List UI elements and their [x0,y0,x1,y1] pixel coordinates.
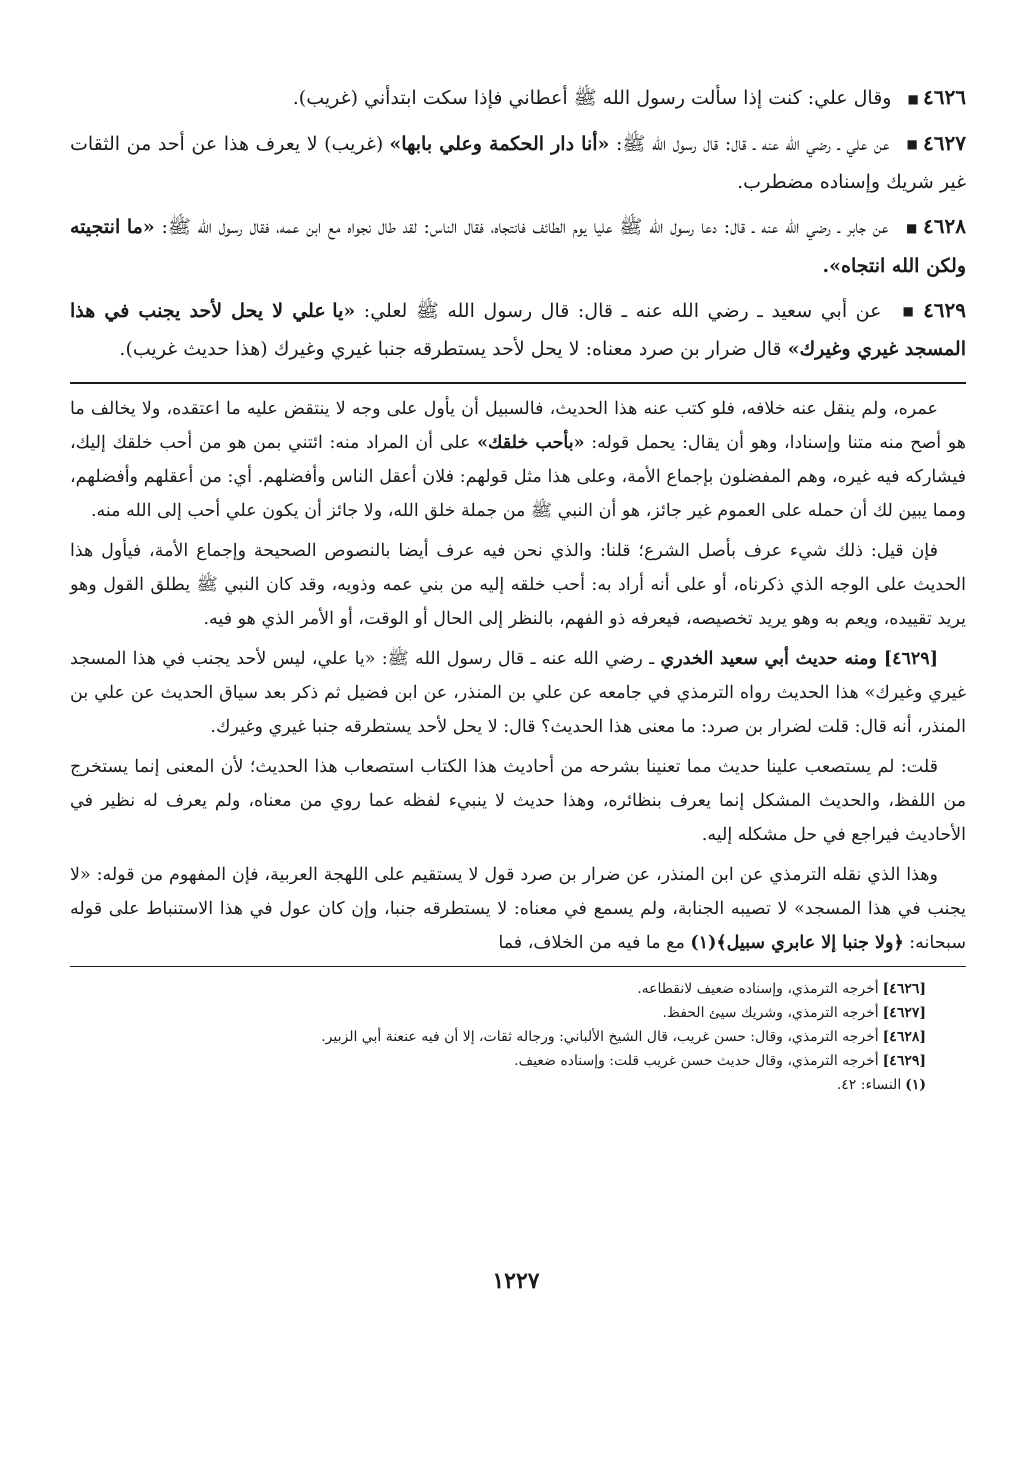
commentary-paragraph [70,858,966,960]
commentary-paragraph [70,642,966,744]
hadith-4628 [70,207,966,285]
hadith-4627 [70,124,966,202]
footnote-text: أخرجه الترمذي، وقال حديث حسن غريب قلت: وإسناده ضعيف. [514,1053,879,1069]
section-divider [70,382,966,384]
hadith-quote: «ما انتجيته ولكن الله انتجاه». [70,216,966,277]
hadith-grading: قال ضرار بن صرد معناه: لا يحل لأحد يستطرقه جنبا غيري وغيرك (هذا حديث غريب). [119,338,788,360]
commentary-quote: «بأحب خلقك» [477,433,585,453]
footnote-text: النساء: ٤٢. [836,1077,902,1093]
footnote-text: أخرجه الترمذي، وإسناده ضعيف لانقطاعه. [637,981,879,997]
hadith-4626 [70,78,966,118]
commentary-text: ـ رضي الله عنه ـ قال رسول الله ﷺ: «يا علي، ليس لأحد يجنب في هذا المسجد غيري وغيرك» هذا الحديث رواه الترمذي في جامعه عن علي بن المنذر، عن ابن فضيل ثم ذكر بعد سياق الحديث عن علي بن المنذر، أنه قال: قلت لضرار بن صرد: ما معنى هذا الحديث؟ قال: لا يحل لأحد يستطرقه جنبا غيري وغيرك. [70,649,966,737]
hadith-text: وقال علي: كنت إذا سألت رسول الله ﷺ أعطاني فإذا سكت ابتدأني (غريب). [292,87,892,109]
footnote [70,1001,926,1025]
footnote-text: أخرجه الترمذي، وقال: حسن غريب، قال الشيخ الألباني: ورجاله ثقات، إلا أن فيه عنعنة أبي الزبير. [321,1029,879,1045]
page-body [70,78,966,1097]
commentary-text: قلت: لم يستصعب علينا حديث مما تعنينا بشرحه من أحاديث هذا الكتاب استصعاب هذا الحديث؛ لأن المعنى إنما يستخرج من اللفظ، والحديث المشكل إنما يعرف بنظائره، وهذا حديث لا ينبيء لفظه عما روي من معناه، ولم يعرف له نظير في الأحاديث فيراجع في حل مشكله إليه. [70,757,966,845]
hadith-quote: «يا علي لا يحل لأحد يجنب في هذا المسجد غيري وغيرك» [70,299,966,360]
hadith-number: ٤٦٢٨ ■ [905,214,966,238]
commentary-text: عمره، ولم ينقل عنه خلافه، فلو كتب عنه هذا الحديث، فالسبيل أن يأول على وجه لا ينتقض عليه ما اعتقده، ولا يخالف ما هو أصح منه متنا وإسنادا، وهو أن يقال: يحمل قوله: [70,399,966,453]
footnote [70,977,926,1001]
footnote-ref: [٤٦٢٩] [882,1053,926,1069]
footnote-ref: [٤٦٢٧] [882,1005,926,1021]
page-number: ١٢٢٧ [492,1268,540,1294]
footnote [70,1049,926,1073]
hadith-number: ٤٦٢٧ ■ [906,131,966,155]
hadith-number: ٤٦٢٦ ■ [908,85,966,109]
hadith-number: ٤٦٢٩ ■ [900,298,966,322]
commentary-text: على أن المراد منه: ائتني بمن هو من أحب خلقك إليك، فيشاركه فيه غيره، وهم المفضلون بإجماع الأمة، وعلى هذا مثل قولهم: فلان أعقل الناس وأفضلهم. أي: من أعقلهم وأفضلهم، ومما يبين لك أن حمله على العموم غير جائز، هو أن النبي ﷺ من جملة خلق الله، ولا جائز أن يكون علي أحب إلى الله منه. [70,433,966,521]
hadith-text: عن جابر ـ رضي الله عنه ـ قال: دعا رسول الله ﷺ عليا يوم الطائف فانتجاه، فقال الناس: لقد طال نجواه مع ابن عمه، فقال رسول الله ﷺ: [154,216,889,238]
commentary-paragraph [70,392,966,528]
hadith-quote: «أنا دار الحكمة وعلي بابها» [389,132,610,155]
commentary-text: وهذا الذي نقله الترمذي عن ابن المنذر، عن ضرار بن صرد قول لا يستقيم على اللهجة العربية، فإن المفهوم من قوله: «لا يجنب في هذا المسجد» لا تصيبه الجنابة، ولم يسمع في معناه: لا يستطرقه جنبا، وإن كان عول في هذا الاستنباط على قوله سبحانه: [70,865,966,953]
footnote-text: أخرجه الترمذي، وشريك سيئ الحفظ. [662,1005,879,1021]
hadith-grading: (غريب) لا يعرف هذا عن أحد من الثقات غير شريك وإسناده مضطرب. [70,132,966,193]
commentary-text: فإن قيل: ذلك شيء عرف بأصل الشرع؛ قلنا: والذي نحن فيه عرف أيضا بالنصوص الصحيحة وإجماع الأمة، فيأول هذا الحديث على الوجه الذي ذكرناه، أو على أنه أراد به: أحب خلقه إليه من بني عمه وذويه، وقد كان النبي ﷺ يطلق القول وهو يريد تقييده، ويعم به وهو يريد تخصيصه، فيعرفه ذو الفهم، بالنظر إلى الحال أو الوقت، أو الأمر الذي هو فيه. [70,541,966,629]
commentary-paragraph [70,750,966,852]
footnote-ref: (١) [905,1077,926,1093]
footnote-divider [70,966,966,967]
quran-quote: ﴿ولا جنبا إلا عابري سبيل﴾(١) [690,933,904,953]
commentary-heading: [٤٦٢٩] ومنه حديث أبي سعيد الخدري [660,649,938,669]
footnote-ref: [٤٦٢٨] [882,1029,926,1045]
hadith-text: عن أبي سعيد ـ رضي الله عنه ـ قال: قال رسول الله ﷺ لعلي: [355,299,882,322]
footnote [70,1073,926,1097]
footnote-ref: [٤٦٢٦] [882,981,926,997]
commentary-paragraph [70,534,966,636]
commentary-text: مع ما فيه من الخلاف، فما [498,933,691,953]
footnote [70,1025,926,1049]
hadith-text: عن علي ـ رضي الله عنه ـ قال: قال رسول الله ﷺ: [609,132,890,155]
hadith-4629 [70,291,966,369]
